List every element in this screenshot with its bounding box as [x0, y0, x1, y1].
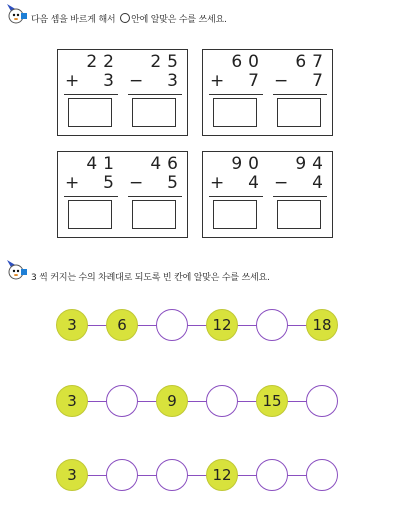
- sequence-node: 12: [206, 459, 238, 491]
- problem: [60, 50, 122, 135]
- problem: [205, 152, 267, 237]
- sequence-node: 9: [156, 385, 188, 417]
- answer-rule: [128, 196, 182, 197]
- problem-top-number: 41: [86, 154, 120, 174]
- instruction-text-2: 안에 알맞은 수를 쓰세요.: [131, 15, 227, 25]
- sequence-node: 3: [56, 459, 88, 491]
- problem-second-number: 7: [248, 71, 265, 91]
- section1-instruction: [31, 12, 227, 25]
- sequence-blank[interactable]: [106, 459, 138, 491]
- sequence-blank[interactable]: [256, 459, 288, 491]
- operator: −: [274, 71, 295, 91]
- problem-top-number: 90: [231, 154, 265, 174]
- answer-rule: [273, 196, 327, 197]
- sequence-node: 15: [256, 385, 288, 417]
- answer-rule: [209, 196, 263, 197]
- answer-box[interactable]: [277, 98, 321, 127]
- sequence-blank[interactable]: [156, 459, 188, 491]
- sequence-row-3: [0, 458, 400, 494]
- problem-top-number: 46: [150, 154, 184, 174]
- answer-rule: [209, 94, 263, 95]
- problem-card-1: [57, 49, 188, 136]
- problem-second-number: 3: [167, 71, 184, 91]
- sequence-blank[interactable]: [306, 459, 338, 491]
- circle-blank-icon: [120, 13, 130, 23]
- sequence-blank[interactable]: [206, 385, 238, 417]
- problem: [269, 152, 331, 237]
- sequence-node: 3: [56, 309, 88, 341]
- problem: [60, 152, 122, 237]
- operator: +: [65, 71, 86, 91]
- problem-second-number: 4: [312, 173, 329, 193]
- sequence-blank[interactable]: [306, 385, 338, 417]
- answer-box[interactable]: [213, 200, 257, 229]
- mascot-icon: [3, 258, 29, 284]
- operator: −: [129, 173, 150, 193]
- answer-box[interactable]: [277, 200, 321, 229]
- problem-second-number: 5: [103, 173, 120, 193]
- problem-second-number: 5: [167, 173, 184, 193]
- sequence-blank[interactable]: [156, 309, 188, 341]
- sequence-node: 3: [56, 385, 88, 417]
- sequence-row-1: [0, 308, 400, 344]
- problem-card-4: [202, 151, 333, 238]
- answer-box[interactable]: [132, 98, 176, 127]
- problem-second-number: 3: [103, 71, 120, 91]
- problem-top-number: 60: [231, 52, 265, 72]
- operator: −: [274, 173, 295, 193]
- sequence-node: 6: [106, 309, 138, 341]
- sequence-blank[interactable]: [106, 385, 138, 417]
- problem-top-number: 94: [295, 154, 329, 174]
- answer-rule: [64, 196, 118, 197]
- problem-second-number: 4: [248, 173, 265, 193]
- answer-rule: [64, 94, 118, 95]
- sequence-blank[interactable]: [256, 309, 288, 341]
- instruction-text-1: 다음 셈을 바르게 해서: [31, 15, 116, 25]
- sequence-row-2: [0, 384, 400, 420]
- problem-card-2: [202, 49, 333, 136]
- answer-rule: [273, 94, 327, 95]
- problem: [269, 50, 331, 135]
- answer-box[interactable]: [68, 200, 112, 229]
- answer-box[interactable]: [213, 98, 257, 127]
- section2-instruction: 3 씩 커지는 수의 차례대로 되도록 빈 칸에 알맞은 수를 쓰세요.: [31, 273, 270, 283]
- operator: +: [210, 71, 231, 91]
- problem: [205, 50, 267, 135]
- mascot-icon: [3, 2, 29, 28]
- answer-rule: [128, 94, 182, 95]
- problem-top-number: 22: [86, 52, 120, 72]
- operator: −: [129, 71, 150, 91]
- problem: [124, 50, 186, 135]
- operator: +: [210, 173, 231, 193]
- problem: [124, 152, 186, 237]
- problem-top-number: 67: [295, 52, 329, 72]
- sequence-node: 18: [306, 309, 338, 341]
- sequence-node: 12: [206, 309, 238, 341]
- problem-top-number: 25: [150, 52, 184, 72]
- answer-box[interactable]: [132, 200, 176, 229]
- answer-box[interactable]: [68, 98, 112, 127]
- operator: +: [65, 173, 86, 193]
- problem-card-3: [57, 151, 188, 238]
- problem-second-number: 7: [312, 71, 329, 91]
